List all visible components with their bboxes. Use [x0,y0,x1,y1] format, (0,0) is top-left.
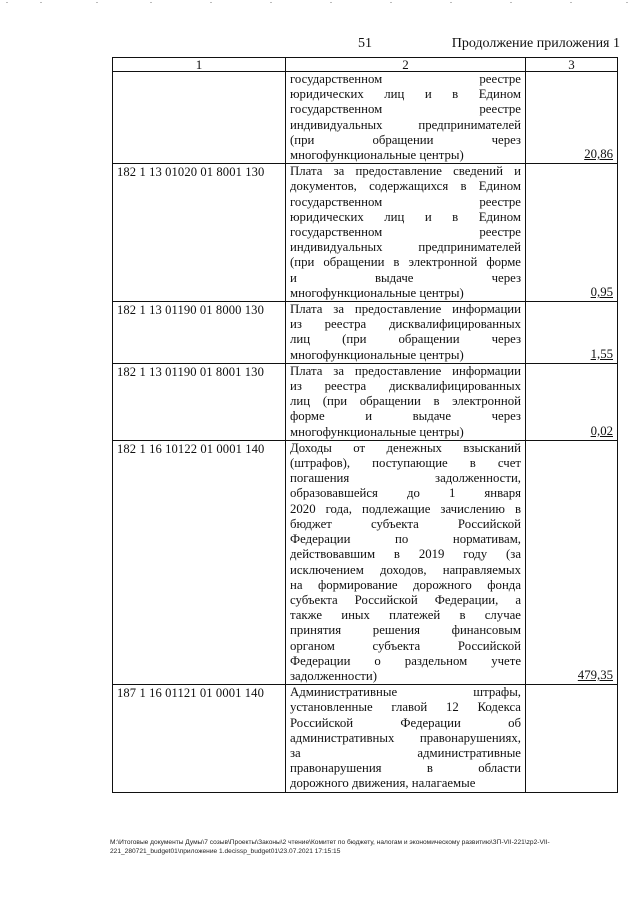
amount-value: 0,02 [590,423,613,438]
description-line: государственном реестре [290,194,521,209]
table-row [113,72,618,164]
footer-line-2: 221_280721_budget01\приложение 1.decissp_budget01\23.07.2021 17:15:15 [110,848,341,855]
description-line: Плата за предоставление сведений и [290,164,521,179]
table-row [113,302,618,364]
table-header-row [113,58,618,72]
description-line: Федерации по нормативам, [290,532,521,547]
budget-code-cell: 182 1 13 01020 01 8001 130 [113,164,286,302]
amount-value: 20,86 [584,147,613,162]
description-line: (штрафов), поступающие в счет [290,456,521,471]
description-line: исключением доходов, направляемых [290,562,521,577]
column-header-3: 3 [526,58,618,72]
description-line: многофункциональные центры) [290,148,464,163]
description-cell [286,440,526,684]
budget-code-cell: 187 1 16 01121 01 0001 140 [113,685,286,792]
description-line: дорожного движения, налагаемые [290,776,476,791]
budget-code-cell: 182 1 13 01190 01 8001 130 [113,363,286,440]
description-line: установленные главой 12 Кодекса [290,700,521,715]
description-line: органом субъекта Российской [290,638,521,653]
description-line: многофункциональные центры) [290,424,464,439]
continuation-label: Продолжение приложения 1 [451,36,620,51]
description-line: бюджет субъекта Российской [290,516,521,531]
description-line: многофункциональные центры) [290,347,464,362]
description-line: государственном реестре [290,102,521,117]
budget-code-cell [113,72,286,164]
description-line: юридических лиц и в Едином [290,87,521,102]
description-line: действовавшим в 2019 году (за [290,547,521,562]
table-row [113,164,618,302]
file-path-footer [110,838,630,856]
amount-cell [526,164,618,302]
amount-cell [526,440,618,684]
description-cell [286,363,526,440]
description-line: многофункциональные центры) [290,285,464,300]
scan-edge-dots [0,0,640,6]
description-line: из реестра дисквалифицированных [290,379,521,394]
description-line: на формирование дорожного фонда [290,577,521,592]
description-cell [286,72,526,164]
budget-code-cell: 182 1 13 01190 01 8000 130 [113,302,286,364]
description-line: (при обращении в электронной форме [290,255,521,270]
description-line: юридических лиц и в Едином [290,209,521,224]
amount-value: 479,35 [577,668,613,683]
table-row [113,363,618,440]
description-line: из реестра дисквалифицированных [290,317,521,332]
description-line: Федерации о раздельном учете [290,653,521,668]
description-line: задолженности) [290,668,378,683]
amount-cell [526,72,618,164]
amount-value: 1,55 [590,346,613,361]
description-line: и выдаче через [290,270,521,285]
table-row [113,685,618,792]
description-line: индивидуальных предпринимателей [290,240,521,255]
page-number: 51 [358,36,372,51]
footer-line-1: M:\Итоговые документы Думы\7 созыв\Проекты\Законы\2 чтение\Комитет по бюджету, налогам и экономическому развитию\ЗП-VII-221\zp2-VII- [110,839,550,846]
description-line: административных правонарушениях, [290,730,521,745]
description-line: образовавшейся до 1 января [290,486,521,501]
description-line: также иных платежей в случае [290,608,521,623]
description-line: правонарушения в области [290,761,521,776]
description-line: погашения задолженности, [290,471,521,486]
description-line: форме и выдаче через [290,409,521,424]
description-line: принятия решения финансовым [290,623,521,638]
column-header-2: 2 [286,58,526,72]
description-line: государственном реестре [290,72,521,86]
description-line: лиц (при обращении через [290,332,521,347]
description-line: государственном реестре [290,225,521,240]
description-line: 2020 года, подлежащие зачислению в [290,501,521,516]
description-line: Доходы от денежных взысканий [290,440,521,455]
budget-code-cell: 182 1 16 10122 01 0001 140 [113,440,286,684]
description-line: (при обращении через [290,132,521,147]
description-line: Плата за предоставление информации [290,363,521,378]
description-line: Административные штрафы, [290,685,521,700]
description-cell [286,164,526,302]
description-line: индивидуальных предпринимателей [290,117,521,132]
revenue-table [112,57,618,793]
description-line: документов, содержащихся в Едином [290,179,521,194]
amount-cell [526,302,618,364]
description-cell [286,685,526,792]
description-line: за административные [290,745,521,760]
amount-cell [526,363,618,440]
description-cell [286,302,526,364]
column-header-1: 1 [113,58,286,72]
description-line: субъекта Российской Федерации, а [290,592,521,607]
amount-value: 0,95 [590,285,613,300]
table-row [113,440,618,684]
description-line: лиц (при обращении в электронной [290,394,521,409]
description-line: Плата за предоставление информации [290,302,521,317]
amount-cell [526,685,618,792]
description-line: Российской Федерации об [290,715,521,730]
